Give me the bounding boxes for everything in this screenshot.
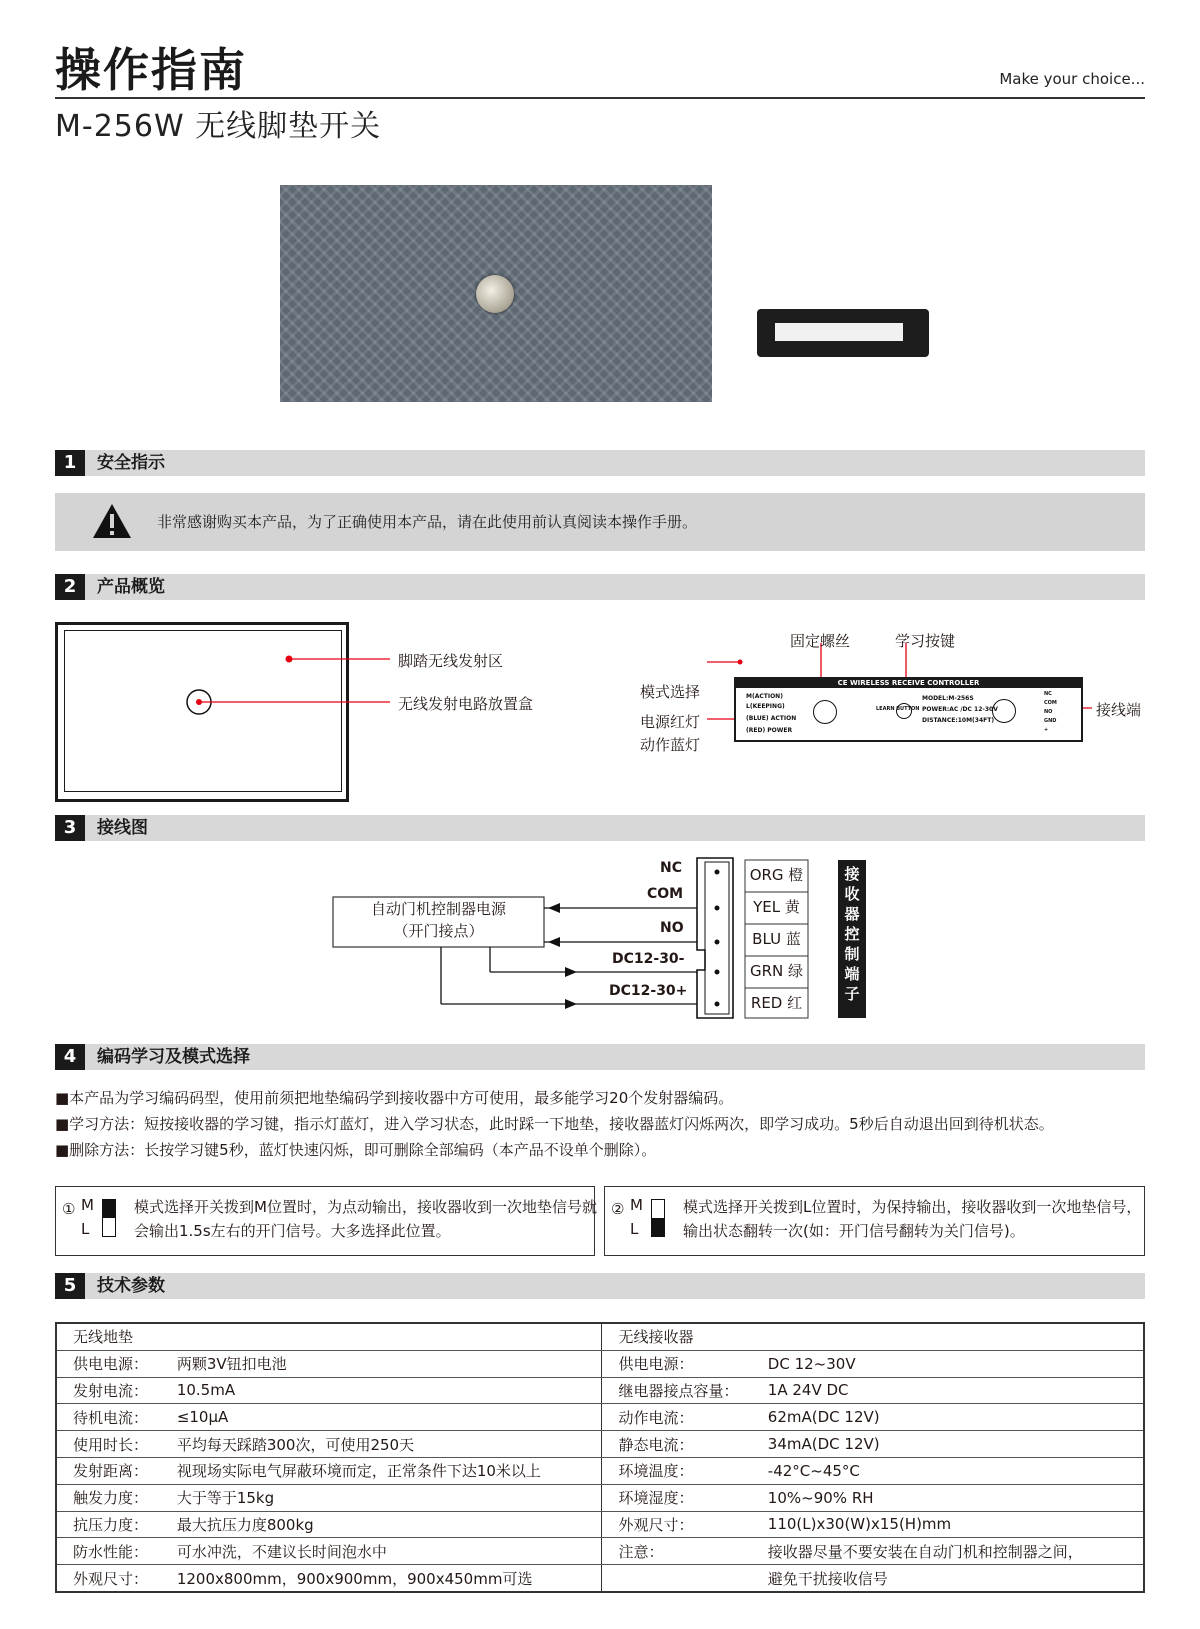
- blue-led-label: 动作蓝灯: [640, 736, 701, 754]
- spec-key: 环境温度：: [602, 1457, 752, 1484]
- terminal-pin: NO: [1044, 709, 1053, 715]
- spec-value: ≤10μA: [161, 1404, 602, 1431]
- distance-print: DISTANCE:10M(34FT): [922, 717, 995, 724]
- mode-description: 模式选择开关拨到M位置时，为点动输出，接收器收到一次地垫信号就会输出1.5s左右的开门信号。大多选择此位置。: [134, 1198, 597, 1240]
- spec-key: 动作电流：: [602, 1404, 752, 1431]
- power-print: POWER:AC /DC 12-30V: [922, 706, 998, 713]
- learning-bullet: ■学习方法：短按接收器的学习键，指示灯蓝灯，进入学习状态，此时踩一下地垫，接收器蓝灯闪烁两次，即学习成功。5秒后自动退出回到待机状态。: [55, 1115, 1054, 1133]
- learn-button-print: LEARN BUTTON: [876, 706, 920, 712]
- screw-hole: [992, 699, 1016, 723]
- spec-value: -42°C~45°C: [752, 1457, 1144, 1484]
- red-power-print: (RED) POWER: [746, 727, 793, 734]
- spec-value: 大于等于15kg: [161, 1484, 602, 1511]
- section-bar-4: [55, 1044, 1145, 1070]
- spec-header-mat: 无线地垫: [56, 1323, 602, 1350]
- section-title: 接线图: [97, 818, 148, 838]
- spec-key: 防水性能：: [56, 1538, 161, 1565]
- table-row: [56, 1431, 1144, 1458]
- terminal-dot: [715, 940, 720, 945]
- table-row: [56, 1538, 1144, 1565]
- spec-value: 10%~90% RH: [752, 1484, 1144, 1511]
- section-number: 2: [55, 574, 85, 600]
- learn-button[interactable]: [896, 703, 912, 719]
- spec-key: 外观尺寸：: [56, 1565, 161, 1592]
- switch-m-label: M: [630, 1196, 643, 1214]
- label-char: 制: [844, 945, 860, 963]
- spec-value: 视现场实际电气屏蔽环境而定，正常条件下达10米以上: [161, 1457, 602, 1484]
- spec-header-receiver: 无线接收器: [602, 1323, 1144, 1350]
- terminal-dot: [715, 870, 720, 875]
- terminal-pin: COM: [1044, 700, 1057, 706]
- wire-color-org: ORG 橙: [749, 866, 804, 884]
- mode-box-1: [55, 1186, 595, 1256]
- table-row: [56, 1484, 1144, 1511]
- terminal-dot: [715, 1002, 720, 1007]
- controller-head: CE WIRELESS RECEIVE CONTROLLER: [736, 679, 1081, 688]
- section-bar-2: [55, 574, 1145, 600]
- wire-color-list: [745, 860, 808, 1020]
- section-title: 安全指示: [97, 453, 165, 473]
- switch-l-label: L: [81, 1220, 90, 1238]
- terminal-block: [1044, 690, 1074, 736]
- safety-text: 非常感谢购买本产品，为了正确使用本产品，请在此使用前认真阅读本操作手册。: [157, 513, 698, 531]
- wire-color-grn: GRN 绿: [749, 962, 804, 980]
- mat-zone-label: 脚踏无线发射区: [398, 652, 504, 670]
- spec-key: 供电电源：: [56, 1350, 161, 1377]
- spec-value: 平均每天踩踏300次，可使用250天: [161, 1431, 602, 1458]
- table-row: [56, 1377, 1144, 1404]
- table-row: [56, 1565, 1144, 1592]
- section-title: 产品概览: [97, 577, 165, 597]
- section-number: 3: [55, 815, 85, 841]
- page-title: 操作指南: [55, 43, 247, 97]
- terminal-pin: +: [1044, 727, 1049, 733]
- signal-dc-plus: DC12-30+: [609, 983, 688, 999]
- spec-key: 外观尺寸：: [602, 1511, 752, 1538]
- red-led-label: 电源红灯: [640, 713, 701, 731]
- table-row: [56, 1404, 1144, 1431]
- learn-key-label: 学习按键: [895, 632, 956, 650]
- wire-color-yel: YEL 黄: [753, 898, 800, 916]
- dip-switch-icon: [102, 1199, 116, 1237]
- transmitter-button-photo: [476, 275, 514, 313]
- table-row: [56, 1457, 1144, 1484]
- model-print: MODEL:M-256S: [922, 695, 974, 702]
- spec-value: 最大抗压力度800kg: [161, 1511, 602, 1538]
- screw-label: 固定螺丝: [790, 632, 851, 650]
- terminal-dot: [715, 906, 720, 911]
- header-rule: [55, 97, 1145, 99]
- signal-nc: NC: [660, 860, 682, 876]
- safety-notice: [55, 493, 1145, 551]
- mode-box-2: [604, 1186, 1145, 1256]
- terminal-connector: [697, 858, 733, 1018]
- section-bar-1: [55, 450, 1145, 476]
- spec-value: 62mA(DC 12V): [752, 1404, 1144, 1431]
- mode-m-print: M(ACTION): [746, 693, 783, 700]
- section-number: 5: [55, 1273, 85, 1299]
- label-char: 接: [844, 865, 860, 883]
- terminal-label: 接线端: [1096, 701, 1142, 719]
- spec-key: 静态电流：: [602, 1431, 752, 1458]
- source-box-line: 自动门机控制器电源: [370, 900, 506, 918]
- spec-value: 10.5mA: [161, 1377, 602, 1404]
- source-box-text: [333, 898, 544, 942]
- receiver-terminal-label: [838, 864, 866, 1004]
- spec-value: 接收器尽量不要安装在自动门机和控制器之间，: [752, 1538, 1144, 1565]
- table-row: [56, 1350, 1144, 1377]
- spec-key: 环境湿度：: [602, 1484, 752, 1511]
- spec-table: [55, 1322, 1145, 1593]
- spec-key: 注意：: [602, 1538, 752, 1565]
- mode-description: 模式选择开关拨到L位置时，为保持输出，接收器收到一次地垫信号，输出状态翻转一次(如：开门信号翻转为关门信号)。: [683, 1198, 1142, 1240]
- section-number: 4: [55, 1044, 85, 1070]
- terminal-pin: GND: [1044, 718, 1057, 724]
- table-row: [56, 1323, 1144, 1350]
- spec-key: 触发力度：: [56, 1484, 161, 1511]
- circuit-box-label: 无线发射电路放置盒: [398, 695, 534, 713]
- receiver-photo-label: [775, 323, 903, 341]
- mode-l-print: L(KEEPING): [746, 703, 785, 710]
- spec-value: 可水冲洗，不建议长时间泡水中: [161, 1538, 602, 1565]
- spec-value: 110(L)x30(W)x15(H)mm: [752, 1511, 1144, 1538]
- mode-select-label: 模式选择: [640, 683, 701, 701]
- terminal-pin: NC: [1044, 691, 1052, 697]
- spec-key: 发射电流：: [56, 1377, 161, 1404]
- product-subtitle: M-256W 无线脚垫开关: [55, 109, 382, 144]
- dip-switch-icon: [651, 1199, 665, 1237]
- label-char: 端: [844, 965, 860, 983]
- spec-value: 1200x800mm，900x900mm，900x450mm可选: [161, 1565, 602, 1592]
- floor-mat-photo: [280, 185, 712, 402]
- section-number: 1: [55, 450, 85, 476]
- mode-number: ②: [611, 1200, 625, 1218]
- section-bar-3: [55, 815, 1145, 841]
- label-char: 控: [844, 925, 860, 943]
- switch-m-label: M: [81, 1196, 94, 1214]
- receiver-photo: [757, 309, 929, 357]
- signal-no: NO: [660, 920, 684, 936]
- spec-value: 避免干扰接收信号: [752, 1565, 1144, 1592]
- screw-hole: [813, 700, 837, 724]
- blue-action-print: (BLUE) ACTION: [746, 715, 797, 722]
- spec-key: 使用时长：: [56, 1431, 161, 1458]
- label-char: 器: [844, 905, 860, 923]
- spec-key: [602, 1565, 752, 1592]
- spec-key: 待机电流：: [56, 1404, 161, 1431]
- section-bar-5: [55, 1273, 1145, 1299]
- signal-com: COM: [647, 886, 684, 902]
- switch-l-label: L: [630, 1220, 639, 1238]
- wire-color-red: RED 红: [750, 994, 803, 1012]
- spec-key: 继电器接点容量：: [602, 1377, 752, 1404]
- spec-value: 两颗3V钮扣电池: [161, 1350, 602, 1377]
- spec-value: 1A 24V DC: [752, 1377, 1144, 1404]
- spec-key: 供电电源：: [602, 1350, 752, 1377]
- signal-dc-minus: DC12-30-: [612, 951, 685, 967]
- section-title: 技术参数: [97, 1276, 165, 1296]
- section-title: 编码学习及模式选择: [97, 1047, 250, 1067]
- wiring-diagram: [0, 850, 1200, 1020]
- spec-value: DC 12~30V: [752, 1350, 1144, 1377]
- terminal-dot: [715, 970, 720, 975]
- label-char: 收: [844, 885, 860, 903]
- spec-key: 发射距离：: [56, 1457, 161, 1484]
- warning-triangle-icon: [92, 503, 132, 539]
- label-char: 子: [844, 985, 860, 1003]
- learning-bullet: ■本产品为学习编码码型，使用前须把地垫编码学到接收器中方可使用，最多能学习20个发射器编码。: [55, 1089, 734, 1107]
- spec-value: 34mA(DC 12V): [752, 1431, 1144, 1458]
- tagline: Make your choice...: [999, 70, 1145, 88]
- controller-diagram: [734, 677, 1083, 742]
- learning-bullet: ■删除方法：长按学习键5秒，蓝灯快速闪烁，即可删除全部编码（本产品不设单个删除）。: [55, 1141, 657, 1159]
- wire-color-blu: BLU 蓝: [752, 930, 801, 948]
- mode-number: ①: [62, 1200, 76, 1218]
- table-row: [56, 1511, 1144, 1538]
- source-box-line: （开门接点）: [393, 922, 484, 940]
- spec-key: 抗压力度：: [56, 1511, 161, 1538]
